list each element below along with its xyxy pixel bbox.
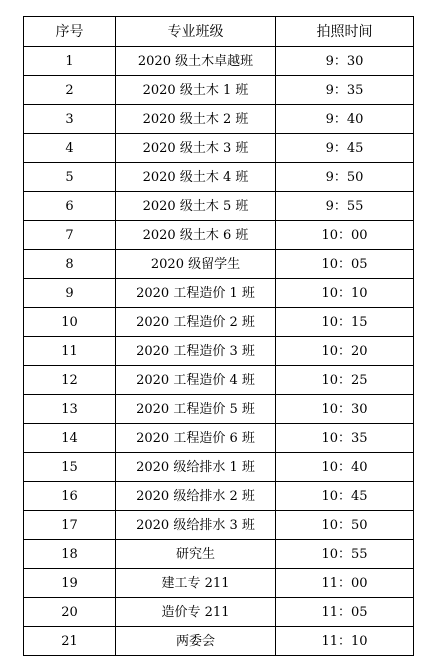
row-photo-time-cell: 9：30 bbox=[276, 47, 414, 76]
table-row bbox=[24, 598, 414, 627]
row-index-cell: 14 bbox=[24, 424, 116, 453]
row-class-cell: 造价专 211 bbox=[116, 598, 276, 627]
row-photo-time-cell: 10：50 bbox=[276, 511, 414, 540]
row-index-cell: 1 bbox=[24, 47, 116, 76]
row-index-cell: 2 bbox=[24, 76, 116, 105]
table-row bbox=[24, 337, 414, 366]
table-row bbox=[24, 279, 414, 308]
table-body bbox=[24, 47, 414, 656]
row-index-cell: 7 bbox=[24, 221, 116, 250]
row-index-cell: 5 bbox=[24, 163, 116, 192]
row-index-cell: 19 bbox=[24, 569, 116, 598]
table-row bbox=[24, 192, 414, 221]
table-row bbox=[24, 424, 414, 453]
row-photo-time-cell: 10：00 bbox=[276, 221, 414, 250]
row-index-cell: 16 bbox=[24, 482, 116, 511]
row-index-cell: 3 bbox=[24, 105, 116, 134]
row-class-cell: 2020 级土木 5 班 bbox=[116, 192, 276, 221]
table-row bbox=[24, 134, 414, 163]
row-photo-time-cell: 10：10 bbox=[276, 279, 414, 308]
table-row bbox=[24, 540, 414, 569]
row-class-cell: 2020 工程造价 2 班 bbox=[116, 308, 276, 337]
table-header-row bbox=[24, 17, 414, 47]
row-class-cell: 2020 工程造价 1 班 bbox=[116, 279, 276, 308]
table-row bbox=[24, 250, 414, 279]
row-index-cell: 12 bbox=[24, 366, 116, 395]
row-index-cell: 20 bbox=[24, 598, 116, 627]
photo-schedule-table bbox=[23, 16, 414, 656]
table-row bbox=[24, 221, 414, 250]
table-row bbox=[24, 482, 414, 511]
row-photo-time-cell: 9：35 bbox=[276, 76, 414, 105]
table-row bbox=[24, 76, 414, 105]
row-photo-time-cell: 9：50 bbox=[276, 163, 414, 192]
row-class-cell: 2020 工程造价 6 班 bbox=[116, 424, 276, 453]
row-class-cell: 2020 级土木 1 班 bbox=[116, 76, 276, 105]
table-row bbox=[24, 47, 414, 76]
row-class-cell: 2020 级给排水 1 班 bbox=[116, 453, 276, 482]
row-photo-time-cell: 10：45 bbox=[276, 482, 414, 511]
row-class-cell: 建工专 211 bbox=[116, 569, 276, 598]
row-index-cell: 10 bbox=[24, 308, 116, 337]
row-class-cell: 2020 级土木 3 班 bbox=[116, 134, 276, 163]
row-photo-time-cell: 9：40 bbox=[276, 105, 414, 134]
table-row bbox=[24, 453, 414, 482]
row-photo-time-cell: 9：55 bbox=[276, 192, 414, 221]
row-photo-time-cell: 10：30 bbox=[276, 395, 414, 424]
table-row bbox=[24, 308, 414, 337]
table-row bbox=[24, 366, 414, 395]
header-photo-time: 拍照时间 bbox=[276, 17, 414, 47]
row-photo-time-cell: 10：55 bbox=[276, 540, 414, 569]
table-row bbox=[24, 569, 414, 598]
row-photo-time-cell: 10：35 bbox=[276, 424, 414, 453]
table-row bbox=[24, 511, 414, 540]
row-class-cell: 研究生 bbox=[116, 540, 276, 569]
schedule-table-container bbox=[23, 16, 413, 656]
header-index: 序号 bbox=[24, 17, 116, 47]
row-index-cell: 13 bbox=[24, 395, 116, 424]
row-class-cell: 2020 级留学生 bbox=[116, 250, 276, 279]
row-photo-time-cell: 10：20 bbox=[276, 337, 414, 366]
row-class-cell: 2020 级土木 6 班 bbox=[116, 221, 276, 250]
row-class-cell: 2020 工程造价 5 班 bbox=[116, 395, 276, 424]
row-class-cell: 两委会 bbox=[116, 627, 276, 656]
row-photo-time-cell: 11：10 bbox=[276, 627, 414, 656]
row-photo-time-cell: 10：15 bbox=[276, 308, 414, 337]
row-class-cell: 2020 级土木卓越班 bbox=[116, 47, 276, 76]
row-class-cell: 2020 级土木 4 班 bbox=[116, 163, 276, 192]
table-row bbox=[24, 395, 414, 424]
row-index-cell: 18 bbox=[24, 540, 116, 569]
row-index-cell: 8 bbox=[24, 250, 116, 279]
row-index-cell: 15 bbox=[24, 453, 116, 482]
row-photo-time-cell: 10：25 bbox=[276, 366, 414, 395]
header-class: 专业班级 bbox=[116, 17, 276, 47]
row-class-cell: 2020 级土木 2 班 bbox=[116, 105, 276, 134]
table-row bbox=[24, 163, 414, 192]
row-class-cell: 2020 工程造价 3 班 bbox=[116, 337, 276, 366]
row-class-cell: 2020 级给排水 2 班 bbox=[116, 482, 276, 511]
row-photo-time-cell: 11：00 bbox=[276, 569, 414, 598]
table-row bbox=[24, 627, 414, 656]
row-index-cell: 6 bbox=[24, 192, 116, 221]
table-row bbox=[24, 105, 414, 134]
row-index-cell: 9 bbox=[24, 279, 116, 308]
row-class-cell: 2020 级给排水 3 班 bbox=[116, 511, 276, 540]
row-index-cell: 17 bbox=[24, 511, 116, 540]
row-photo-time-cell: 11：05 bbox=[276, 598, 414, 627]
row-photo-time-cell: 10：40 bbox=[276, 453, 414, 482]
row-index-cell: 21 bbox=[24, 627, 116, 656]
row-class-cell: 2020 工程造价 4 班 bbox=[116, 366, 276, 395]
row-photo-time-cell: 10：05 bbox=[276, 250, 414, 279]
row-photo-time-cell: 9：45 bbox=[276, 134, 414, 163]
row-index-cell: 4 bbox=[24, 134, 116, 163]
row-index-cell: 11 bbox=[24, 337, 116, 366]
